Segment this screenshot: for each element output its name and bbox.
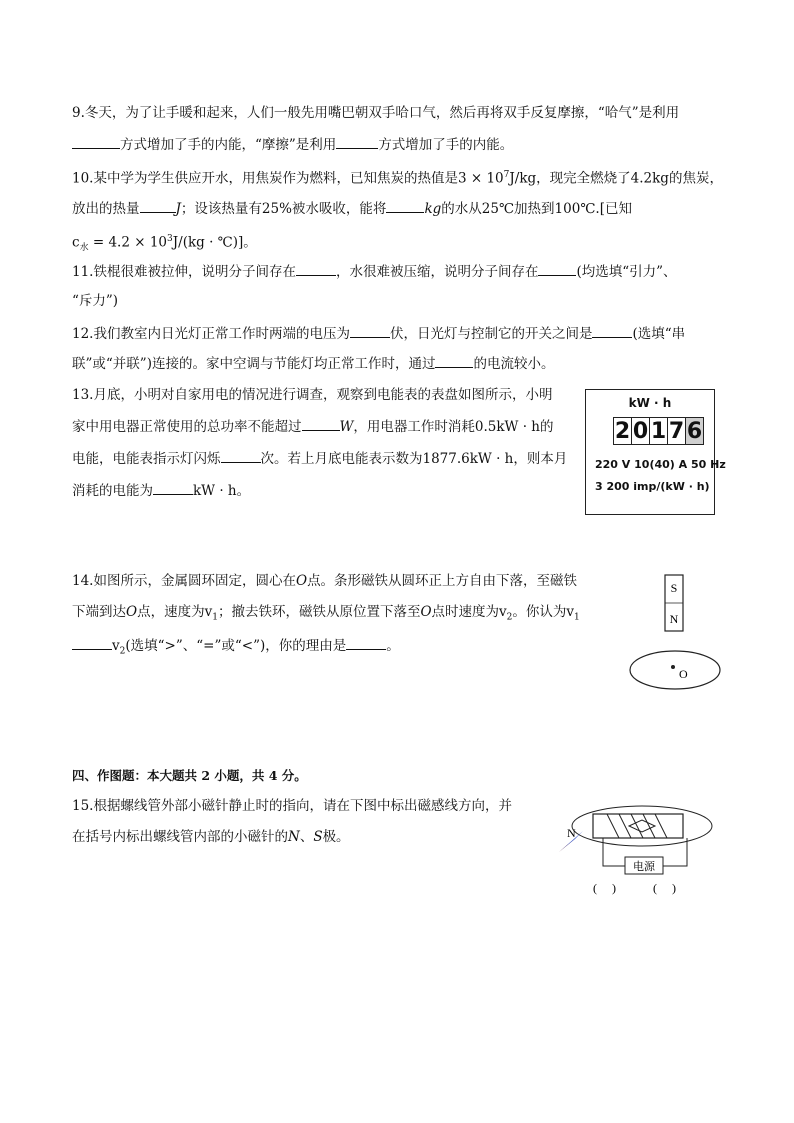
subscript: 水	[79, 243, 89, 254]
answer-blank[interactable]	[153, 480, 193, 495]
answer-blank[interactable]	[296, 261, 336, 276]
solenoid-body	[593, 814, 683, 838]
unit-j: J	[175, 201, 181, 217]
answer-blank[interactable]	[221, 448, 261, 463]
q12-text: 的电流较小。	[473, 356, 555, 372]
q14-text: 点，速度为v	[137, 604, 213, 620]
answer-blank[interactable]	[350, 323, 390, 338]
q14-line1	[72, 572, 577, 590]
metal-ring	[630, 651, 720, 689]
q12-text: (选填“串	[632, 326, 686, 342]
point-o: O	[420, 604, 432, 620]
exponent: 7	[503, 170, 510, 180]
answer-blank[interactable]	[435, 353, 473, 368]
q10-text: 的水从25℃加热到100℃.[已知	[441, 201, 632, 217]
q9-line1: 9.冬天，为了让手暖和起来，人们一般先用嘴巴朝双手哈口气，然后再将双手反复摩擦，“哈气”是利用	[72, 105, 680, 121]
answer-blank[interactable]	[140, 198, 176, 213]
meter-digit: 2	[614, 418, 631, 444]
q14-text: v	[112, 638, 120, 654]
meter-digit: 0	[632, 418, 649, 444]
q12-line2	[72, 353, 554, 373]
q13-text: ，用电器工作时消耗0.5kW · h的	[353, 419, 554, 435]
center-dot	[671, 665, 675, 669]
exponent: 3	[167, 234, 173, 244]
pole-s: S	[313, 829, 323, 845]
q14-text: 下端到达	[72, 604, 126, 620]
subscript: 1	[212, 612, 218, 623]
electric-meter-figure	[585, 389, 726, 515]
answer-blank[interactable]	[386, 198, 424, 213]
q14-line3	[72, 635, 400, 661]
meter-digit: 7	[668, 418, 685, 444]
compass-n-label: N	[567, 826, 576, 840]
q10-text: 10.某中学为学生供应开水，用焦炭作为燃料，已知焦炭的热值是3 × 10	[72, 170, 504, 187]
section-4-title: 四、作图题：本大题共 2 小题，共 4 分。	[72, 768, 307, 783]
q14-text: 。你认为v	[512, 604, 575, 620]
q13-line2	[72, 416, 553, 436]
q13-text: 次。若上月底电能表示数为1877.6kW · h，则本月	[260, 451, 568, 467]
q11-text: 11.铁棍很难被拉伸，说明分子间存在	[72, 264, 296, 280]
answer-blank[interactable]	[72, 635, 112, 650]
magnet-n-label: N	[669, 612, 679, 626]
subscript: 2	[506, 612, 513, 623]
q9-text-b: 方式增加了手的内能。	[378, 137, 514, 153]
unit-w: W	[339, 419, 354, 435]
q10-text: 放出的热量	[72, 201, 140, 217]
subscript: 1	[574, 612, 580, 623]
magnet-s-label: S	[670, 581, 678, 595]
subscript: 2	[119, 646, 126, 657]
q15-text: 、	[299, 829, 314, 845]
answer-bracket-right[interactable]: ( )	[653, 881, 676, 895]
meter-digit-decimal: 6	[686, 418, 703, 444]
q11-line1	[72, 261, 677, 281]
answer-blank[interactable]	[346, 635, 386, 650]
q12-line1	[72, 323, 685, 343]
q14-text: 点时速度为v	[431, 604, 507, 620]
q14-text: 点。条形磁铁从圆环正上方自由下落，至磁铁	[307, 573, 578, 589]
q12-text: 联”或“并联”)连接的。家中空调与节能灯均正常工作时，通过	[72, 356, 436, 372]
q14-text: ；撤去铁环，磁铁从原位置下落至	[217, 604, 421, 620]
magnet-ring-figure	[620, 570, 730, 695]
meter-unit: kW · h	[628, 396, 672, 410]
meter-spec-rating: 220 V 10(40) A 50 Hz	[595, 458, 726, 471]
solenoid-figure	[545, 800, 715, 900]
answer-blank[interactable]	[538, 261, 576, 276]
q13-text: kW · h。	[193, 483, 251, 499]
q10-text: J/kg，现完全燃烧了4.2kg的焦炭，	[509, 170, 723, 187]
q10-text: c	[72, 234, 80, 251]
q10-line2	[72, 198, 632, 218]
q13-line3	[72, 448, 567, 468]
q13-line1: 13.月底，小明对自家用电的情况进行调查，观察到电能表的表盘如图所示，小明	[72, 387, 553, 403]
q9-line2	[72, 134, 513, 154]
q15-text: 极。	[322, 829, 350, 845]
meter-spec-imp: 3 200 imp/(kW · h)	[595, 480, 710, 493]
q10-line1	[72, 166, 723, 188]
center-o-label: O	[679, 667, 688, 681]
q14-text: 。	[386, 638, 400, 654]
point-o: O	[295, 573, 308, 589]
q13-text: 消耗的电能为	[72, 483, 153, 499]
meter-digit: 1	[650, 418, 667, 444]
q11-line2: “斥力”)	[72, 293, 119, 309]
answer-blank[interactable]	[72, 134, 120, 149]
q14-line2	[72, 603, 580, 627]
q15-text: 在括号内标出螺线管内部的小磁针的	[72, 829, 288, 845]
q13-text: 家中用电器正常使用的总功率不能超过	[72, 419, 302, 435]
q14-text: (选填“>”、“=”或“<”)，你的理由是	[125, 638, 347, 654]
compass-needle-south	[551, 839, 575, 859]
q10-text: ；设该热量有25%被水吸收，能将	[180, 201, 387, 217]
q14-text: 14.如图所示，金属圆环固定，圆心在	[72, 573, 296, 589]
q15-line2	[72, 828, 350, 846]
q13-line4	[72, 480, 250, 500]
answer-blank[interactable]	[336, 134, 378, 149]
q10-text: J/(kg · ℃)]。	[172, 234, 257, 251]
q12-text: 伏，日光灯与控制它的开关之间是	[389, 326, 593, 342]
point-o: O	[126, 604, 138, 620]
answer-blank[interactable]	[302, 416, 340, 431]
q15-line1: 15.根据螺线管外部小磁针静止时的指向，请在下图中标出磁感线方向，并	[72, 798, 512, 814]
q10-line3	[72, 230, 257, 257]
pole-n: N	[288, 829, 300, 845]
q9-text-a: 方式增加了手的内能，“摩擦”是利用	[120, 137, 337, 153]
power-label: 电源	[633, 860, 655, 873]
q10-text: = 4.2 × 10	[88, 234, 168, 251]
q11-text: (均选填“引力”、	[576, 264, 677, 280]
q12-text: 12.我们教室内日光灯正常工作时两端的电压为	[72, 326, 350, 342]
meter-digits	[613, 417, 703, 445]
q13-text: 电能，电能表指示灯闪烁	[72, 451, 221, 467]
answer-blank[interactable]	[592, 323, 632, 338]
unit-kg: kg	[424, 201, 442, 217]
q11-text: ，水很难被压缩，说明分子间存在	[335, 264, 539, 280]
answer-bracket-left[interactable]: ( )	[593, 881, 616, 895]
